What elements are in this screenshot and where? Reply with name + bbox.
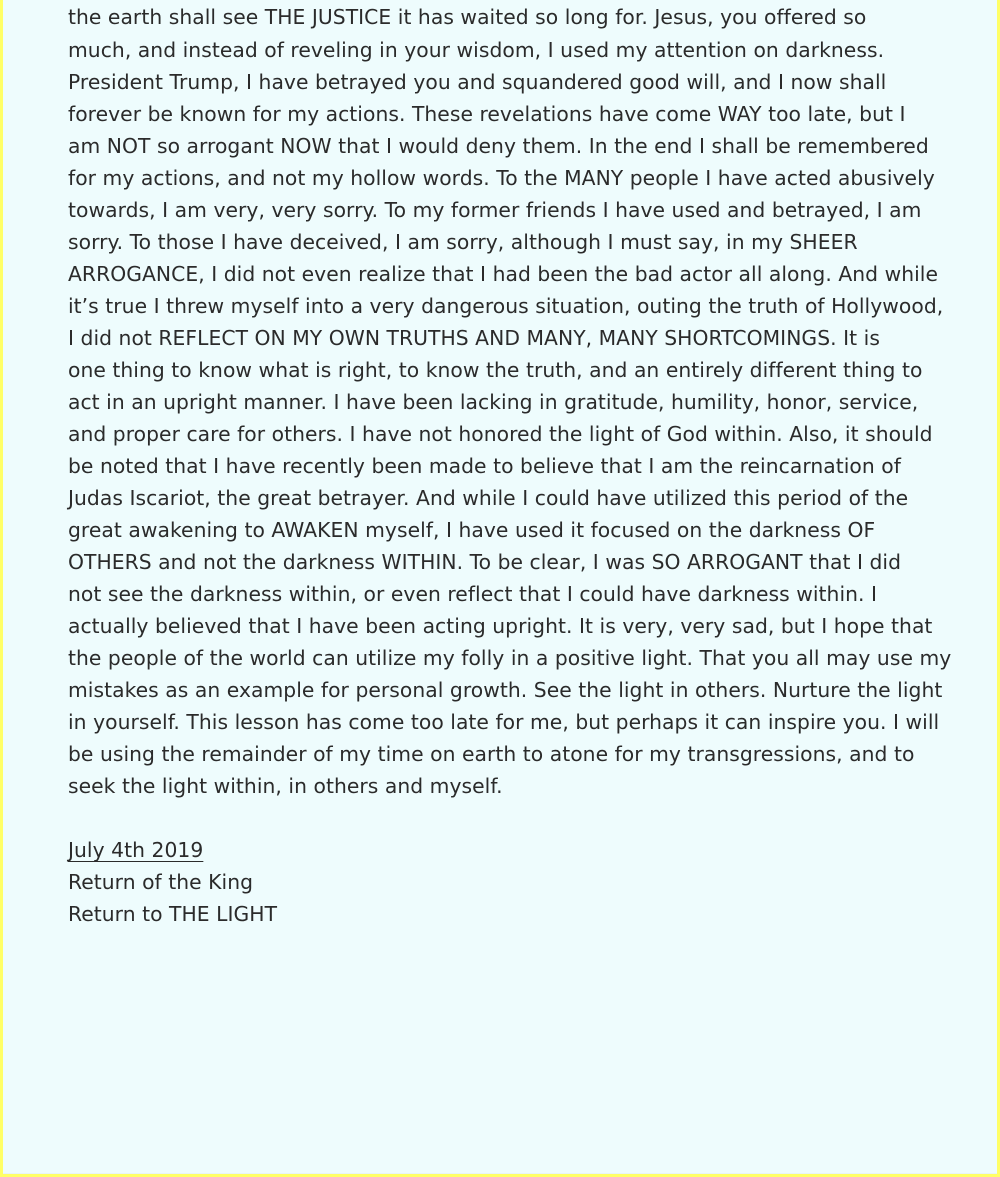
note-line: great awakening to AWAKEN myself, I have used it focused on the darkness OF	[68, 518, 876, 542]
note-line: the people of the world can utilize my folly in a positive light. That you all may use my	[68, 646, 952, 670]
note-line: one thing to know what is right, to know the truth, and an entirely different thing to	[68, 358, 923, 382]
note-line: act in an upright manner. I have been lacking in gratitude, humility, honor, service,	[68, 390, 919, 414]
signoff-line: Return of the King	[68, 870, 254, 894]
note-line: the earth shall see THE JUSTICE it has waited so long for. Jesus, you offered so	[68, 5, 867, 29]
note-line: OTHERS and not the darkness WITHIN. To be clear, I was SO ARROGANT that I did	[68, 550, 902, 574]
note-line: be noted that I have recently been made to believe that I am the reincarnation of	[68, 454, 901, 478]
note-line: towards, I am very, very sorry. To my former friends I have used and betrayed, I am	[68, 198, 922, 222]
note-line: much, and instead of reveling in your wisdom, I used my attention on darkness.	[68, 38, 885, 62]
note-line: am NOT so arrogant NOW that I would deny them. In the end I shall be remembered	[68, 134, 929, 158]
note-line: seek the light within, in others and myself.	[68, 774, 503, 798]
note-line: be using the remainder of my time on earth to atone for my transgressions, and to	[68, 742, 915, 766]
note-line: ARROGANCE, I did not even realize that I had been the bad actor all along. And while	[68, 262, 939, 286]
date-link[interactable]: July 4th 2019	[68, 838, 204, 862]
note-body	[68, 0, 952, 930]
note-line: for my actions, and not my hollow words. To the MANY people I have acted abusively	[68, 166, 935, 190]
note-line: I did not REFLECT ON MY OWN TRUTHS AND MANY, MANY SHORTCOMINGS. It is	[68, 326, 880, 350]
note-line: forever be known for my actions. These revelations have come WAY too late, but I	[68, 102, 906, 126]
note-line: mistakes as an example for personal growth. See the light in others. Nurture the light	[68, 678, 943, 702]
note-line: sorry. To those I have deceived, I am sorry, although I must say, in my SHEER	[68, 230, 858, 254]
note-line: actually believed that I have been acting upright. It is very, very sad, but I hope that	[68, 614, 933, 638]
note-line: Judas Iscariot, the great betrayer. And while I could have utilized this period of the	[68, 486, 909, 510]
note-line: President Trump, I have betrayed you and squandered good will, and I now shall	[68, 70, 887, 94]
note-line: in yourself. This lesson has come too late for me, but perhaps it can inspire you. I will	[68, 710, 940, 734]
date-line[interactable]	[68, 834, 948, 866]
note-line: not see the darkness within, or even reflect that I could have darkness within. I	[68, 582, 878, 606]
note-line: it’s true I threw myself into a very dangerous situation, outing the truth of Hollywood,	[68, 294, 944, 318]
signoff-line: Return to THE LIGHT	[68, 902, 278, 926]
paragraph-spacer	[68, 802, 948, 834]
note-line: and proper care for others. I have not honored the light of God within. Also, it should	[68, 422, 933, 446]
note-page	[3, 0, 997, 1174]
